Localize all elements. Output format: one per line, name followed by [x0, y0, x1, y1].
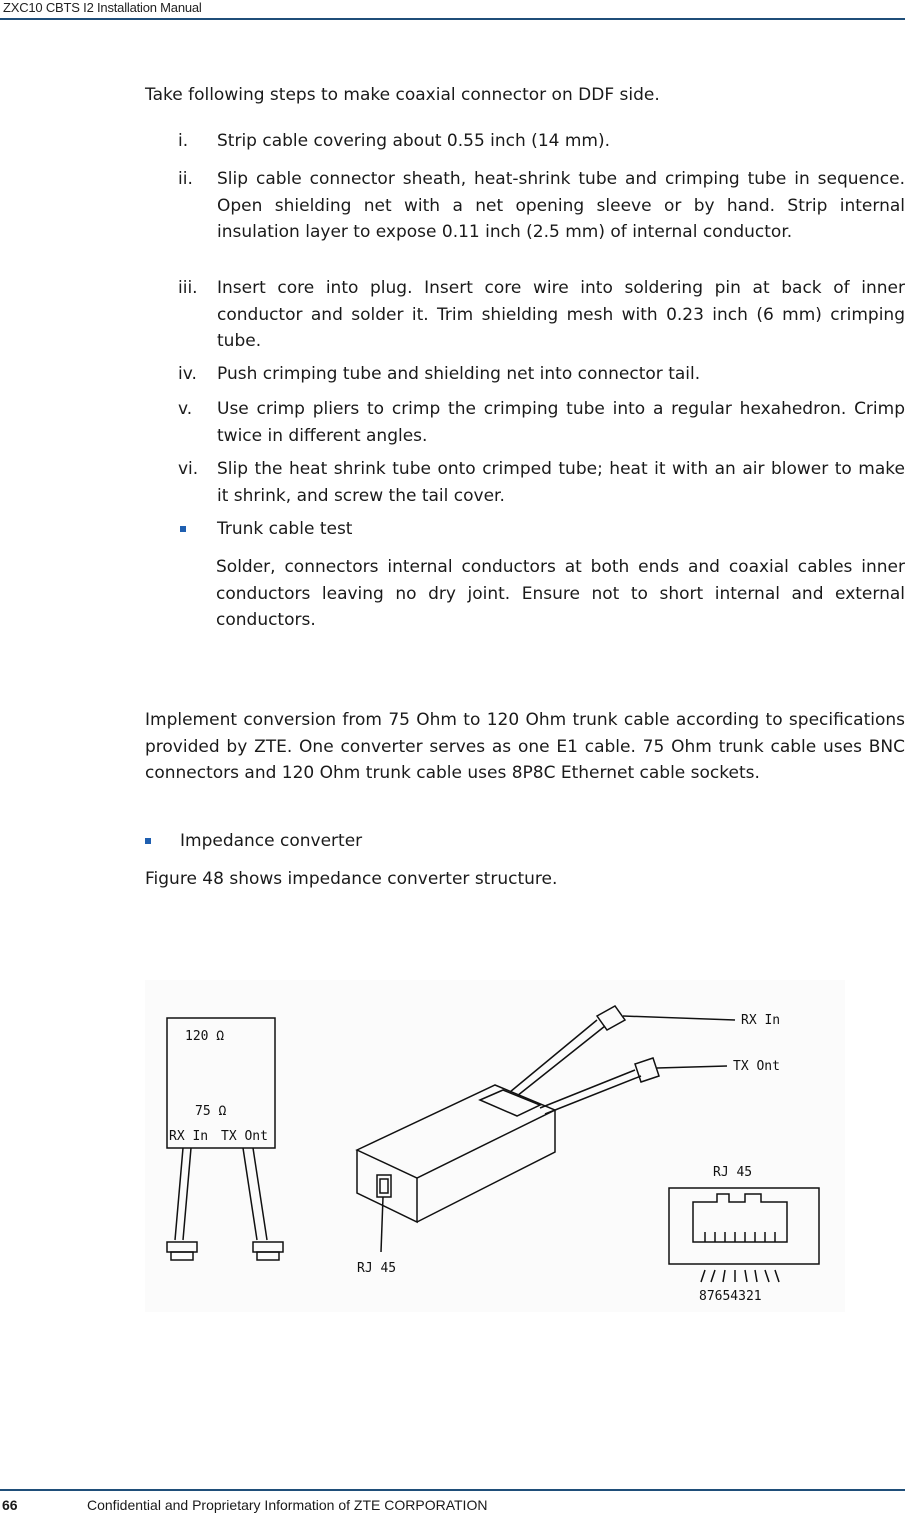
tx-connector [635, 1058, 659, 1082]
label-rx-in: RX In [741, 1013, 781, 1028]
converter-side [417, 1110, 555, 1222]
page-header [0, 0, 905, 20]
step-number: i. [178, 131, 189, 151]
converter-front [357, 1150, 417, 1222]
bullet-square-icon [180, 526, 186, 532]
label-tx-out: TX Ont [733, 1059, 780, 1074]
step-text: Push crimping tube and shielding net into connector tail. [217, 364, 701, 384]
rj45-pins [705, 1232, 775, 1242]
label-pin-numbers: 87654321 [699, 1289, 762, 1304]
rx-leader-line [623, 1016, 735, 1020]
step-number: ii. [178, 169, 193, 189]
tx-wire-left [243, 1148, 267, 1240]
document-title: ZXC10 CBTS I2 Installation Manual [3, 0, 202, 15]
label-75-ohm: 75 Ω [195, 1104, 227, 1119]
header-rule [0, 18, 905, 20]
tx-cable [540, 1070, 641, 1114]
rj45-wires [701, 1270, 779, 1282]
rj45-socket-shape [693, 1194, 787, 1242]
impedance-converter-diagram [145, 980, 845, 1312]
step-text: Slip cable connector sheath, heat-shrink tube and crimping tube in sequence. Open shielding net with a net opening sleeve or by hand. Strip internal insulation layer to expose 0.11 inch (2.5 mm) of internal conductor. [217, 169, 905, 242]
step-text: Slip the heat shrink tube onto crimped tube; heat it with an air blower to make it shrink, and screw the tail cover. [217, 459, 905, 506]
converter-label-area [480, 1090, 540, 1116]
figure-reference: Figure 48 shows impedance converter structure. [145, 869, 558, 889]
step-number: iii. [178, 278, 198, 298]
label-120-ohm: 120 Ω [185, 1029, 225, 1044]
conversion-paragraph: Implement conversion from 75 Ohm to 120 Ohm trunk cable according to specifications provided by ZTE. One converter serves as one E1 cable. 75 Ohm trunk cable uses BNC connectors and 120 Ohm trunk cable uses 8P8C Ethernet cable sockets. [145, 710, 905, 783]
trunk-test-heading: Trunk cable test [217, 519, 353, 539]
tx-leader-line [657, 1066, 727, 1068]
impedance-converter-figure [145, 980, 845, 1312]
tx-plug-left [253, 1242, 283, 1252]
step-text: Strip cable covering about 0.55 inch (14 mm). [217, 131, 611, 151]
page-number: 66 [2, 1497, 18, 1513]
step-text: Insert core into plug. Insert core wire into soldering pin at back of inner conductor and solder it. Trim shielding mesh with 0.23 inch (6 mm) crimping tube. [217, 278, 905, 351]
footer-rule [0, 1489, 905, 1491]
rx-cable [510, 1020, 605, 1096]
step-number: iv. [178, 364, 197, 384]
footer-text: Confidential and Proprietary Information of ZTE CORPORATION [87, 1497, 488, 1513]
rx-plug-left [167, 1242, 197, 1252]
intro-paragraph: Take following steps to make coaxial connector on DDF side. [145, 85, 660, 105]
rx-wire-left [175, 1148, 191, 1240]
impedance-heading: Impedance converter [180, 831, 363, 851]
label-rj45-socket: RJ 45 [713, 1165, 753, 1180]
rj45-socket-outline [669, 1188, 819, 1264]
trunk-test-body: Solder, connectors internal conductors at both ends and coaxial cables inner conductors leaving no dry joint. Ensure not to short internal and external conductors. [216, 557, 905, 630]
label-rx-in-left: RX In [169, 1129, 209, 1144]
label-rj45-side: RJ 45 [357, 1261, 397, 1276]
step-number: vi. [178, 459, 199, 479]
rx-connector [597, 1006, 625, 1030]
step-text: Use crimp pliers to crimp the crimping tube into a regular hexahedron. Crimp twice in different angles. [217, 399, 905, 446]
bullet-square-icon [145, 838, 151, 844]
step-number: v. [178, 399, 193, 419]
label-tx-out-left: TX Ont [221, 1129, 268, 1144]
